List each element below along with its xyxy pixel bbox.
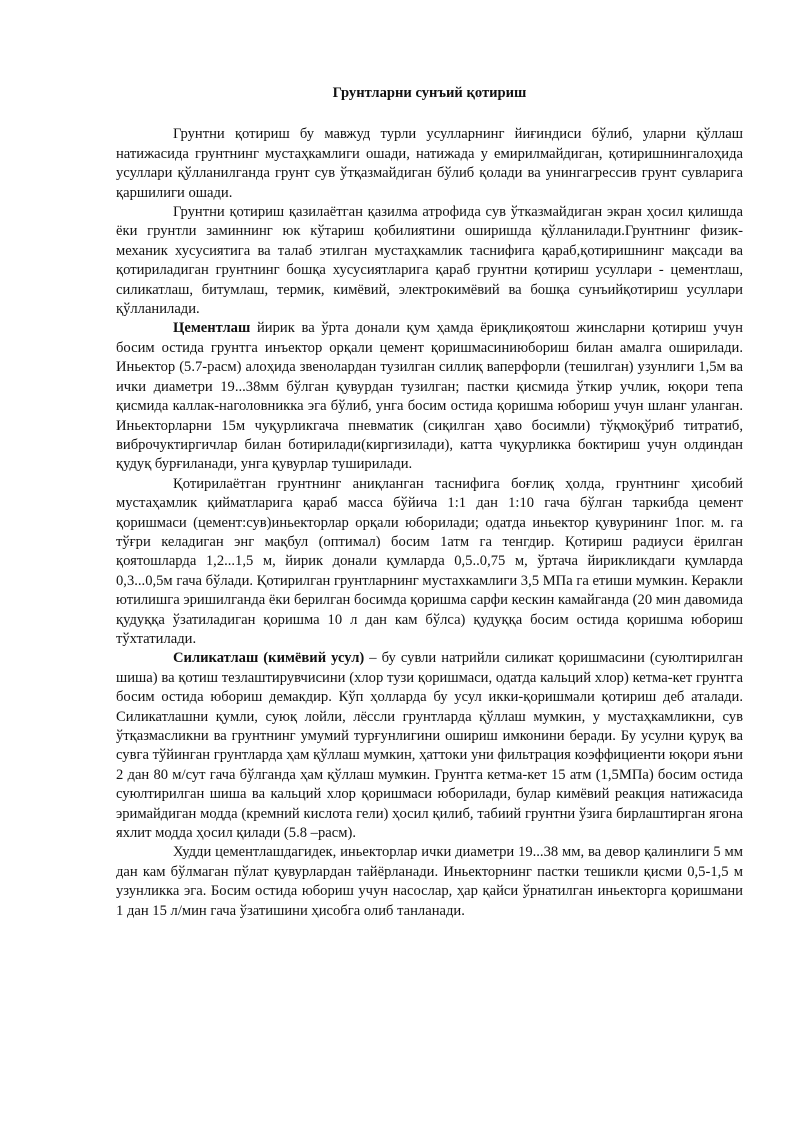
- paragraph-text: – бу сувли натрийли силикат қоришмасини (суюлтирилган шиша) ва қотиш тезлаштирувчисини (хлор тузи қоришмаси, одатда кальций хлор) кетма-кет грунтга босим остида юбориш демакдир. Кўп ҳолларда бу усул икки-қоришмали қотириш деб аталади. Силикатлашни қумли, суюқ лойли, лёссли грунтларда қўллаш мумкин, у мустаҳкамликни, сув ўтқазмасликни ва грунтнинг умумий турғунлигини ошириш имконини беради. Бу усулни қуруқ ва сувга тўйинган грунтларда ҳам қўллаш мумкин, ҳаттоки уни фильтрация коэффициенти юқори яъни 2 дан 80 м/сут гача бўлганда ҳам қўллаш мумкин. Грунтга кетма-кет 15 атм (1,5МПа) босим остида суюлтирилган шиша ва кальций хлор қоришмаси юборилади, булар кимёвий реакция натижасида эримайдиган модда (кремний кислота гели) ҳосил қилиб, табиий грунтни ўзига бирлаштирган ягона яхлит модда ҳосил қилади (5.8 –расм).: [116, 650, 743, 842]
- paragraph-lead: Цементлаш: [173, 320, 251, 337]
- paragraph-text: Грунтни қотириш қазилаётган қазилма атрофида сув ўтказмайдиган экран ҳосил қилишда ёки грунтли заминнинг юк кўтариш қобилиятини оширишда қўлланилади.Грунтнинг физик-механик хусусиятига ва талаб этилган мустаҳкамлик таснифига қараб,қотиришнинг мақсади ва қотириладиган грунтнинг бошқа хусусиятларига қараб грунтни қотириш усуллари - цементлаш, силикатлаш, битумлаш, термик, кимёвий, электрокимёвий ва бошқа сунъийқотириш усуллари қўлланилади.: [116, 204, 743, 318]
- paragraph-text: Грунтни қотириш бу мавжуд турли усулларнинг йиғиндиси бўлиб, уларни қўллаш натижасида грунтнинг мустаҳкамлиги ошади, натижада у емирилмайдиган, қотиришнингалоҳида усуллари қўлланилганда грунт сув ўтқазмайдиган бўлиб қолади ва унингагрессив грунт сувларига қаршилиги ошади.: [116, 126, 743, 201]
- document-title: Грунтларни сунъий қотириш: [332, 85, 527, 101]
- paragraph-1: [116, 125, 743, 203]
- paragraph-lead: Силикатлаш (кимёвий усул): [173, 650, 365, 667]
- document-body: [116, 84, 743, 921]
- paragraph-text: йирик ва ўрта донали қум ҳамда ёриқлиқоятош жинсларни қотириш учун босим остида грунтга инъектор орқали цемент қоришмасиниюбориш билан амалга оширилади. Иньектор (5.7-расм) алоҳида звенолардан тузилган силлиқ ваперфорли (тешилган) узунлиги 1,5м ва ички диаметри 19...38мм бўлган қувурдан тузилган; пастки қисмида ўткир учлик, юқори тепа қисмида каллак-наголовникка эга бўлиб, унга босим остида қоришма юбориш учун шланг уланган. Иньекторларни 15м чуқурликгача пневматик (сиқилган ҳаво босимли) тўқмоқўриб титратиб, виброчуктиргичлар билан ботирилади(киргизилади), катта чуқурликка боктириш учун олдиндан қудуқ бурғиланади, унга қувурлар туширилади.: [116, 320, 743, 473]
- paragraph-2: [116, 203, 743, 319]
- paragraph-cementation: [116, 319, 743, 474]
- paragraph-text: Қотирилаётган грунтнинг аниқланган таснифига боғлиқ ҳолда, грунтнинг ҳисобий мустаҳамлик қийматларига қараб масса бўйича 1:1 дан 1:10 гача бўлган таркибда цемент қоришмаси (цемент:сув)иньекторлар орқали юборилади; одатда иньектор қувурининг 1пог. м. га тўғри келадиган энг мақбул (оптимал) босим 1атм га тенгдир. Қотириш радиуси ёрилган қоятошларда 1,2...1,5 м, йирик донали қумларда 0,5..0,75 м, ўртача йирикликдаги қумларда 0,3...0,5м гача бўлади. Қотирилган грунтларнинг мустахкамлиги 3,5 МПа га етиши мумкин. Керакли ютилишга эришилганда ёки берилган босимда қоришма сарфи кескин камайганда (20 мин давомида қудуққа ўзатиладиган қоришма 10 л дан кам бўлса) қудуққа босим остида қоришма юбориш тўхтатилади.: [116, 475, 743, 647]
- paragraph-4: [116, 475, 743, 650]
- paragraph-6: [116, 843, 743, 921]
- paragraph-text: Худди цементлашдагидек, иньекторлар ички диаметри 19...38 мм, ва девор қалинлиги 5 мм дан кам бўлмаган пўлат қувурлардан тайёрланади. Иньекторнинг пастки тешикли қисми 0,5-1,5 м узунликка эга. Босим остида юбориш учун насослар, ҳар қайси ўрнатилган иньекторга қоришмани 1 дан 15 л/мин гача ўзатишини ҳисобга олиб танланади.: [116, 844, 743, 919]
- paragraph-silicatization: [116, 649, 743, 843]
